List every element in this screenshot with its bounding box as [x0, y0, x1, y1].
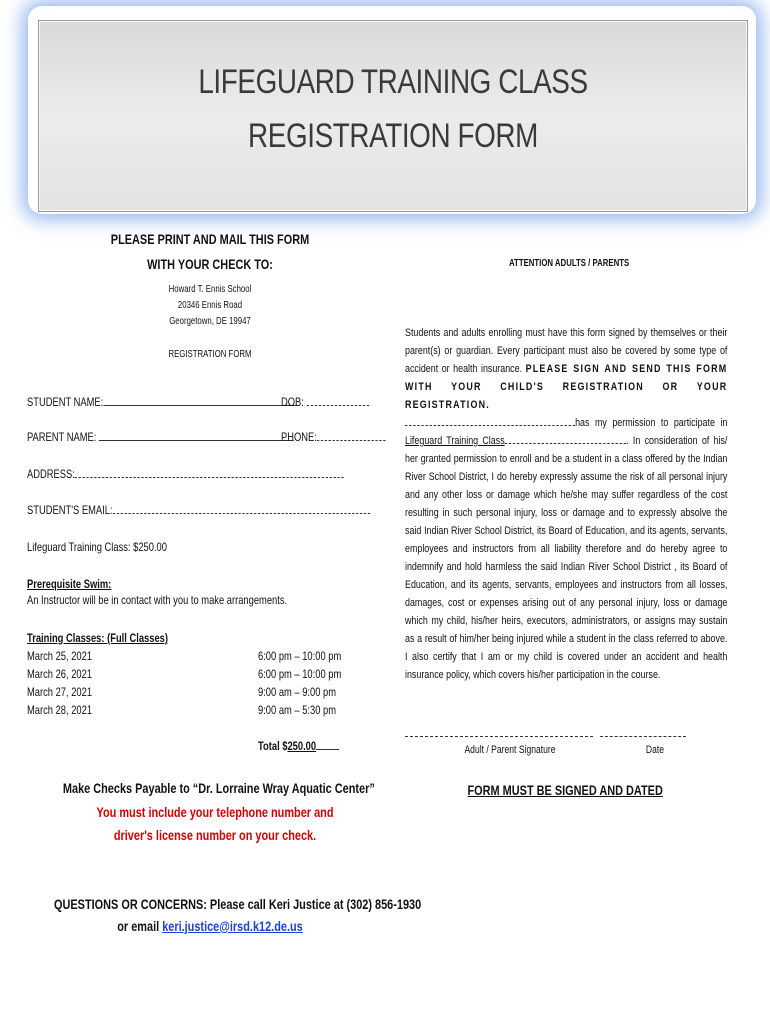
- permission-paragraph: [405, 414, 727, 684]
- class-time: 6:00 pm – 10:00 pm: [258, 649, 342, 663]
- student-name-label: STUDENT NAME:: [27, 395, 104, 409]
- mail-instruction-line2: WITH YOUR CHECK TO:: [147, 256, 273, 272]
- questions-line: QUESTIONS OR CONCERNS: Please call Keri Justice at (302) 856-1930: [54, 896, 422, 912]
- checks-payable-to: Make Checks Payable to “Dr. Lorraine Wray Aquatic Center”: [62, 780, 375, 796]
- license-requirement: driver's license number on your check.: [113, 827, 317, 843]
- intro-text: Students and adults enrolling must have this form signed by themselves or their parent(s) or guardian. Every participant must also be covered by some type of accident or health insurance.: [405, 327, 728, 375]
- child-name-blank[interactable]: [405, 415, 575, 426]
- class-time: 9:00 am – 5:30 pm: [258, 703, 337, 717]
- intro-paragraph: [405, 324, 727, 414]
- permission-text-b: . In consideration of his/ her granted permission to enroll and be a student in a class offered by the Indian River School District, I do hereby expressly assume the risk of all personal injury and any other loss or damage which he/she may suffer regardless of the cost resulting in such personal injury, loss or damage and to expressly absolve the said Indian River School District, its Board of Education, and its agents, servants, employees and instructors from all liability therefore and do hereby agree to indemnify and hold harmless the said Indian River School District , its Board of Education, and its agents, servants, employees and instructors from all losses, damages, cost or expenses arising out of any personal injury, loss or damage which my child, his/her heirs, executors, administrators, or assigns may sustain as a result of him/her being injured while a student in the class referred to above. I also certify that I am or my child is covered under an accident and health insurance policy, which covers his/her participation in the course.: [405, 435, 728, 681]
- mail-address-line: Georgetown, DE 19947: [169, 316, 251, 327]
- class-time: 9:00 am – 9:00 pm: [258, 685, 337, 699]
- parent-name-label: PARENT NAME:: [27, 430, 97, 444]
- class-date: March 28, 2021: [27, 703, 93, 717]
- mail-instruction-line1: PLEASE PRINT AND MAIL THIS FORM: [110, 231, 310, 247]
- contact-email-link[interactable]: keri.justice@irsd.k12.de.us: [162, 918, 303, 934]
- phone-label: PHONE:: [281, 430, 317, 444]
- class-date: March 26, 2021: [27, 667, 93, 681]
- address-field[interactable]: [27, 467, 344, 481]
- parent-name-field[interactable]: [27, 430, 294, 444]
- signature-line[interactable]: [405, 736, 593, 737]
- attention-heading: ATTENTION ADULTS / PARENTS: [509, 258, 630, 269]
- registration-form-label: REGISTRATION FORM: [168, 349, 252, 360]
- date-label: Date: [645, 744, 665, 756]
- permission-text-a: has my permission to participate in: [575, 417, 728, 429]
- student-name-field[interactable]: [27, 395, 296, 409]
- questions-email-line: [54, 918, 366, 934]
- total-amount: [258, 739, 339, 753]
- class-name: Lifeguard Training Class: [405, 435, 505, 447]
- mail-address-line: Howard T. Ennis School: [168, 284, 252, 295]
- prerequisite-text: An Instructor will be in contact with you to make arrangements.: [27, 593, 288, 607]
- classes-title: Training Classes: (Full Classes): [27, 631, 168, 645]
- dob-label: DOB:: [281, 395, 304, 409]
- must-sign-notice: FORM MUST BE SIGNED AND DATED: [467, 782, 663, 798]
- form-title-line1: LIFEGUARD TRAINING CLASS: [198, 63, 588, 101]
- form-title-line2: REGISTRATION FORM: [248, 117, 538, 155]
- signature-label: Adult / Parent Signature: [464, 744, 556, 756]
- phone-requirement: You must include your telephone number and: [96, 804, 334, 820]
- dob-field[interactable]: [281, 395, 369, 409]
- class-time: 6:00 pm – 10:00 pm: [258, 667, 342, 681]
- date-line[interactable]: [600, 736, 686, 737]
- total-value: 250.00: [287, 739, 317, 753]
- intro-bold-text: PLEASE SIGN AND SEND THIS FORM WITH YOUR CHILD'S REGISTRATION OR YOUR REGISTRATION.: [405, 363, 728, 411]
- prerequisite-title: Prerequisite Swim:: [27, 577, 112, 591]
- header-banner: [38, 20, 748, 212]
- class-date: March 27, 2021: [27, 685, 93, 699]
- student-email-field[interactable]: [27, 503, 370, 517]
- total-label: Total $: [258, 739, 288, 753]
- address-label: ADDRESS:: [27, 467, 75, 481]
- email-prefix: or email: [117, 918, 163, 934]
- phone-field[interactable]: [281, 430, 386, 444]
- class-fee: Lifeguard Training Class: $250.00: [27, 540, 167, 554]
- class-date: March 25, 2021: [27, 649, 93, 663]
- student-email-label: STUDENT'S EMAIL:: [27, 503, 113, 517]
- mail-address-line: 20346 Ennis Road: [177, 300, 243, 311]
